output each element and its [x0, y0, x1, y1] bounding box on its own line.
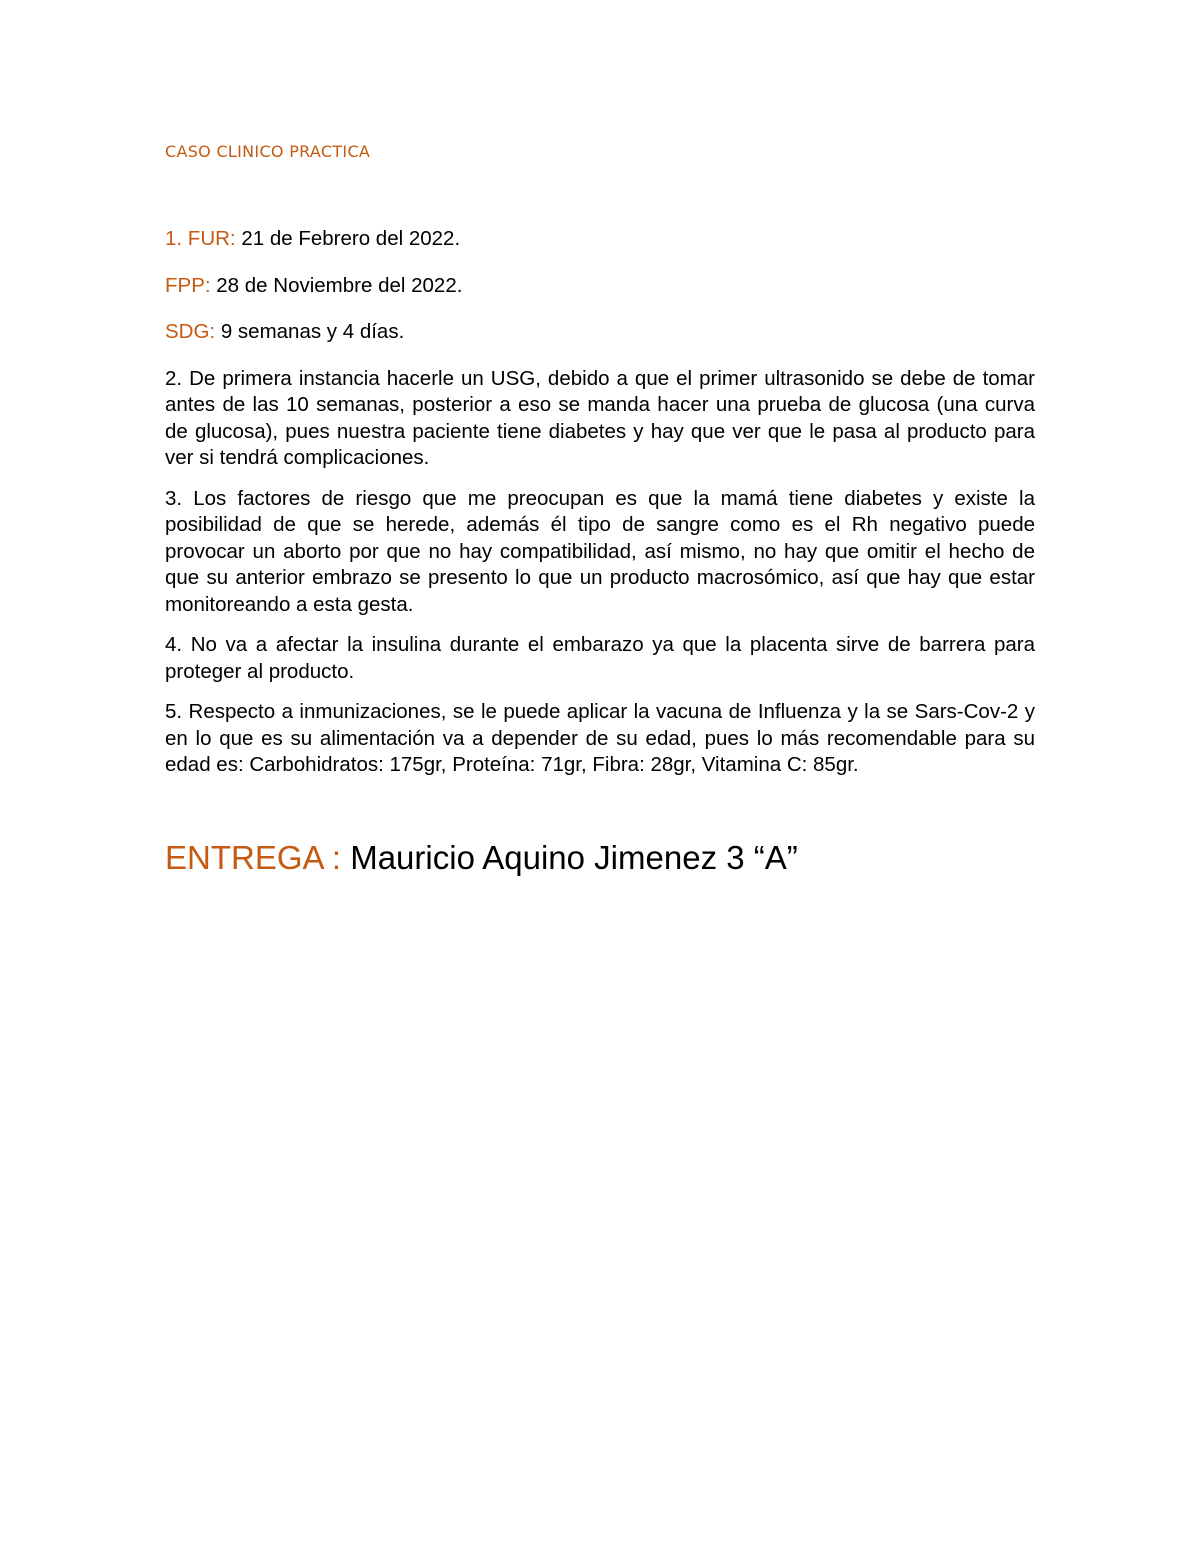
entrega-label: ENTREGA : — [165, 839, 342, 876]
document-body — [165, 226, 1035, 793]
fur-line — [165, 226, 1035, 253]
fur-value: 21 de Febrero del 2022. — [235, 227, 461, 250]
sdg-line — [165, 319, 1035, 346]
sdg-value: 9 semanas y 4 días. — [215, 320, 405, 343]
entrega-line — [165, 838, 798, 878]
answer-paragraph-5: 5. Respecto a inmunizaciones, se le puede aplicar la vacuna de Influenza y la se Sars-Cov-2 y en lo que es su alimentación va a depender de su edad, pues lo más recomendable para su edad es: Carbohidratos: 175gr, Proteína: 71gr, Fibra: 28gr, Vitamina C: 85gr. — [165, 700, 1035, 776]
answer-paragraph-4: 4. No va a afectar la insulina durante el embarazo ya que la placenta sirve de barrera para proteger al producto. — [165, 633, 1035, 683]
answer-paragraph-3: 3. Los factores de riesgo que me preocupan es que la mamá tiene diabetes y existe la posibilidad de que se herede, además él tipo de sangre como es el Rh negativo puede provocar un aborto por que no hay compatibilidad, así mismo, no hay que omitir el hecho de que su anterior embrazo se presento lo que un producto macrosómico, así que hay que estar monitoreando a esta gesta. — [165, 486, 1035, 616]
answer-paragraph-2: 2. De primera instancia hacerle un USG, debido a que el primer ultrasonido se debe de tomar antes de las 10 semanas, posterior a eso se manda hacer una prueba de glucosa (una curva de glucosa), pues nuestra paciente tiene diabetes y hay que ver que le pasa al producto para ver si tendrá complicaciones. — [165, 366, 1035, 469]
fpp-line — [165, 273, 1035, 300]
entrega-value: Mauricio Aquino Jimenez 3 “A” — [341, 839, 798, 876]
document-title: CASO CLINICO PRACTICA — [165, 142, 371, 161]
fpp-value: 28 de Noviembre del 2022. — [210, 273, 463, 297]
fur-label: 1. FUR: — [165, 227, 236, 250]
sdg-label: SDG: — [165, 320, 216, 343]
fpp-label: FPP: — [165, 273, 211, 297]
